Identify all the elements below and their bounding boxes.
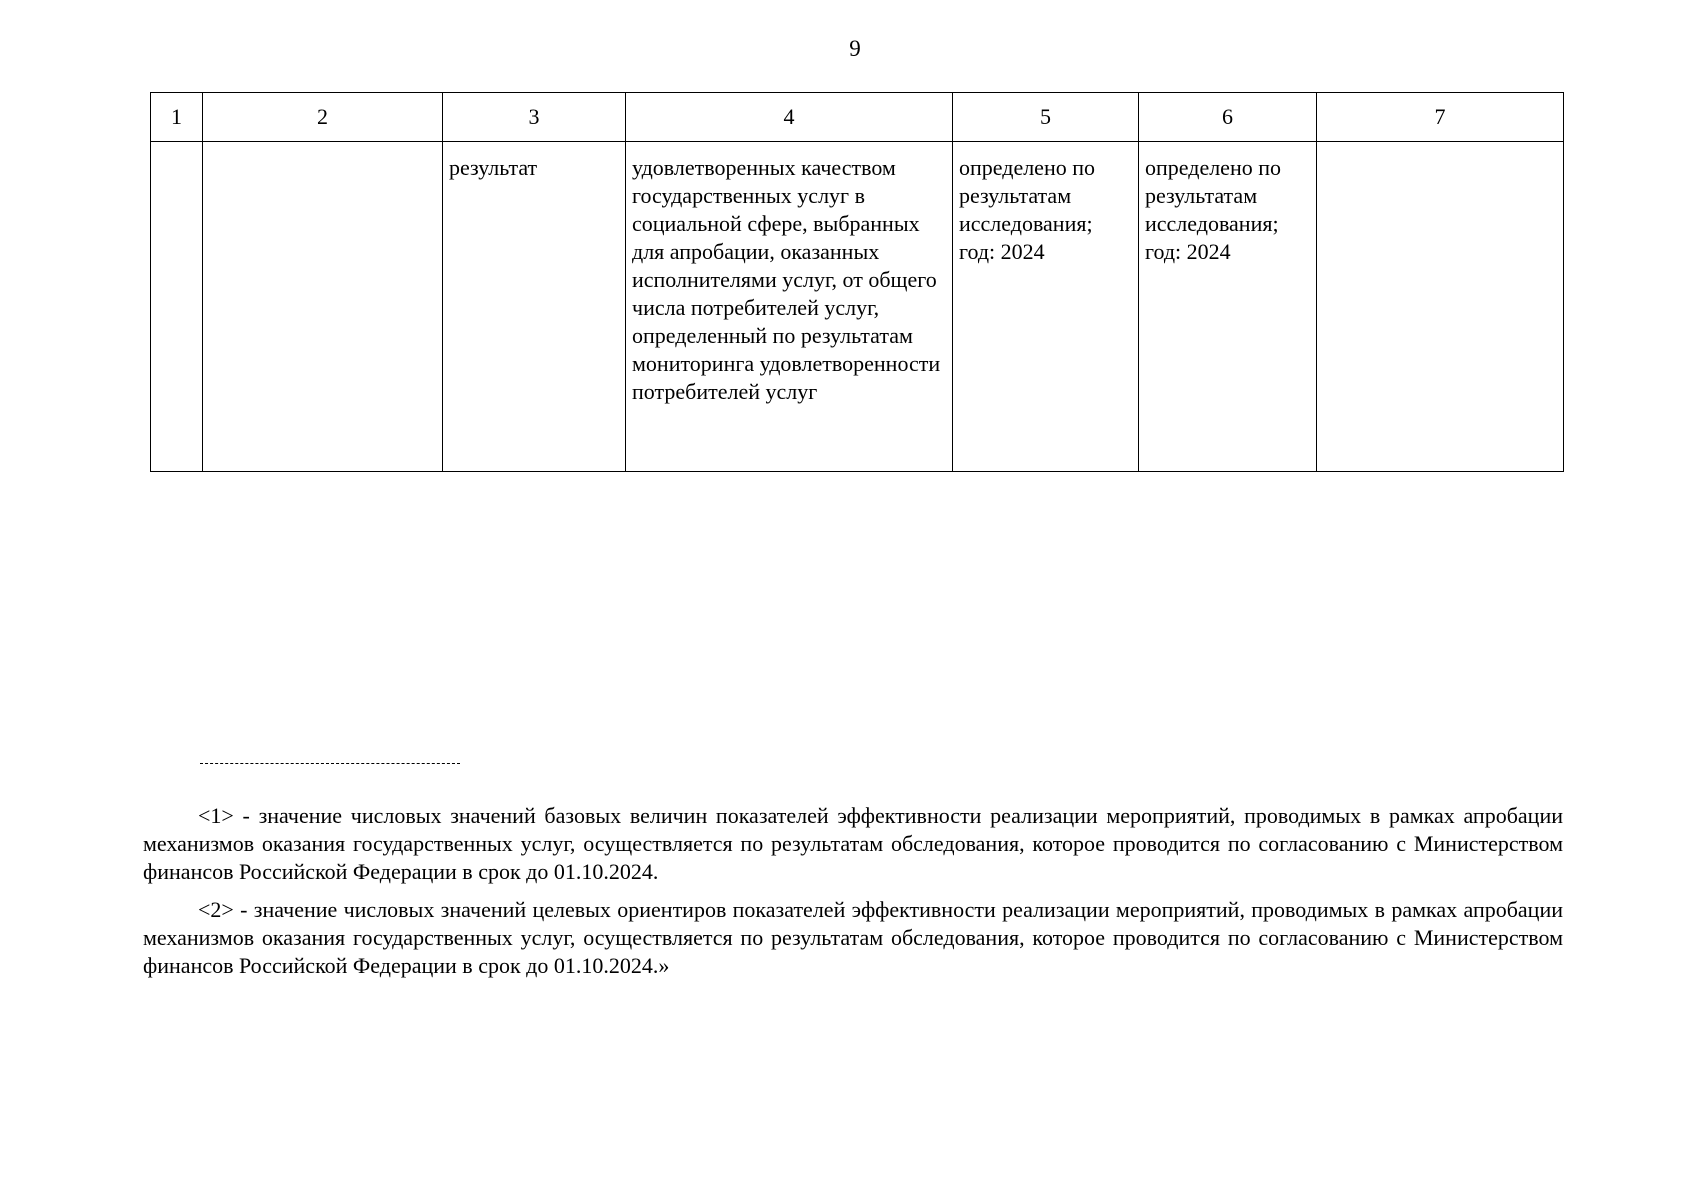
column-header: 2 xyxy=(203,93,443,142)
table-cell xyxy=(151,142,203,472)
table-cell: результат xyxy=(443,142,626,472)
column-header: 5 xyxy=(953,93,1139,142)
table-cell xyxy=(1317,142,1564,472)
page-number: 9 xyxy=(849,36,861,61)
column-header: 1 xyxy=(151,93,203,142)
footnote-2: <2> - значение числовых значений целевых ориентиров показателей эффективности реализации мероприятий, проводимых в рамках апробации механизмов оказания государственных услуг, осуществляется по результатам обследования, которое проводится по согласованию с Министерством финансов Российской Федерации в срок до 01.10.2024.» xyxy=(143,897,1563,978)
footnote-separator xyxy=(200,763,460,764)
footnotes xyxy=(143,802,1563,990)
table-cell: определено по результатам исследования; год: 2024 xyxy=(1139,142,1317,472)
table-cell: удовлетворенных качеством государственных услуг в социальной сфере, выбранных для апробации, оказанных исполнителями услуг, от общего числа потребителей услуг, определенный по результатам мониторинга удовлетворенности потребителей услуг xyxy=(626,142,953,472)
column-header: 7 xyxy=(1317,93,1564,142)
footnote-1: <1> - значение числовых значений базовых величин показателей эффективности реализации мероприятий, проводимых в рамках апробации механизмов оказания государственных услуг, осуществляется по результатам обследования, которое проводится по согласованию с Министерством финансов Российской Федерации в срок до 01.10.2024. xyxy=(143,803,1563,884)
table-row xyxy=(151,142,1564,472)
column-header: 4 xyxy=(626,93,953,142)
table-cell: определено по результатам исследования; год: 2024 xyxy=(953,142,1139,472)
table-header-row xyxy=(151,93,1564,142)
table-cell xyxy=(203,142,443,472)
column-header: 3 xyxy=(443,93,626,142)
column-header: 6 xyxy=(1139,93,1317,142)
indicator-table xyxy=(150,92,1564,472)
